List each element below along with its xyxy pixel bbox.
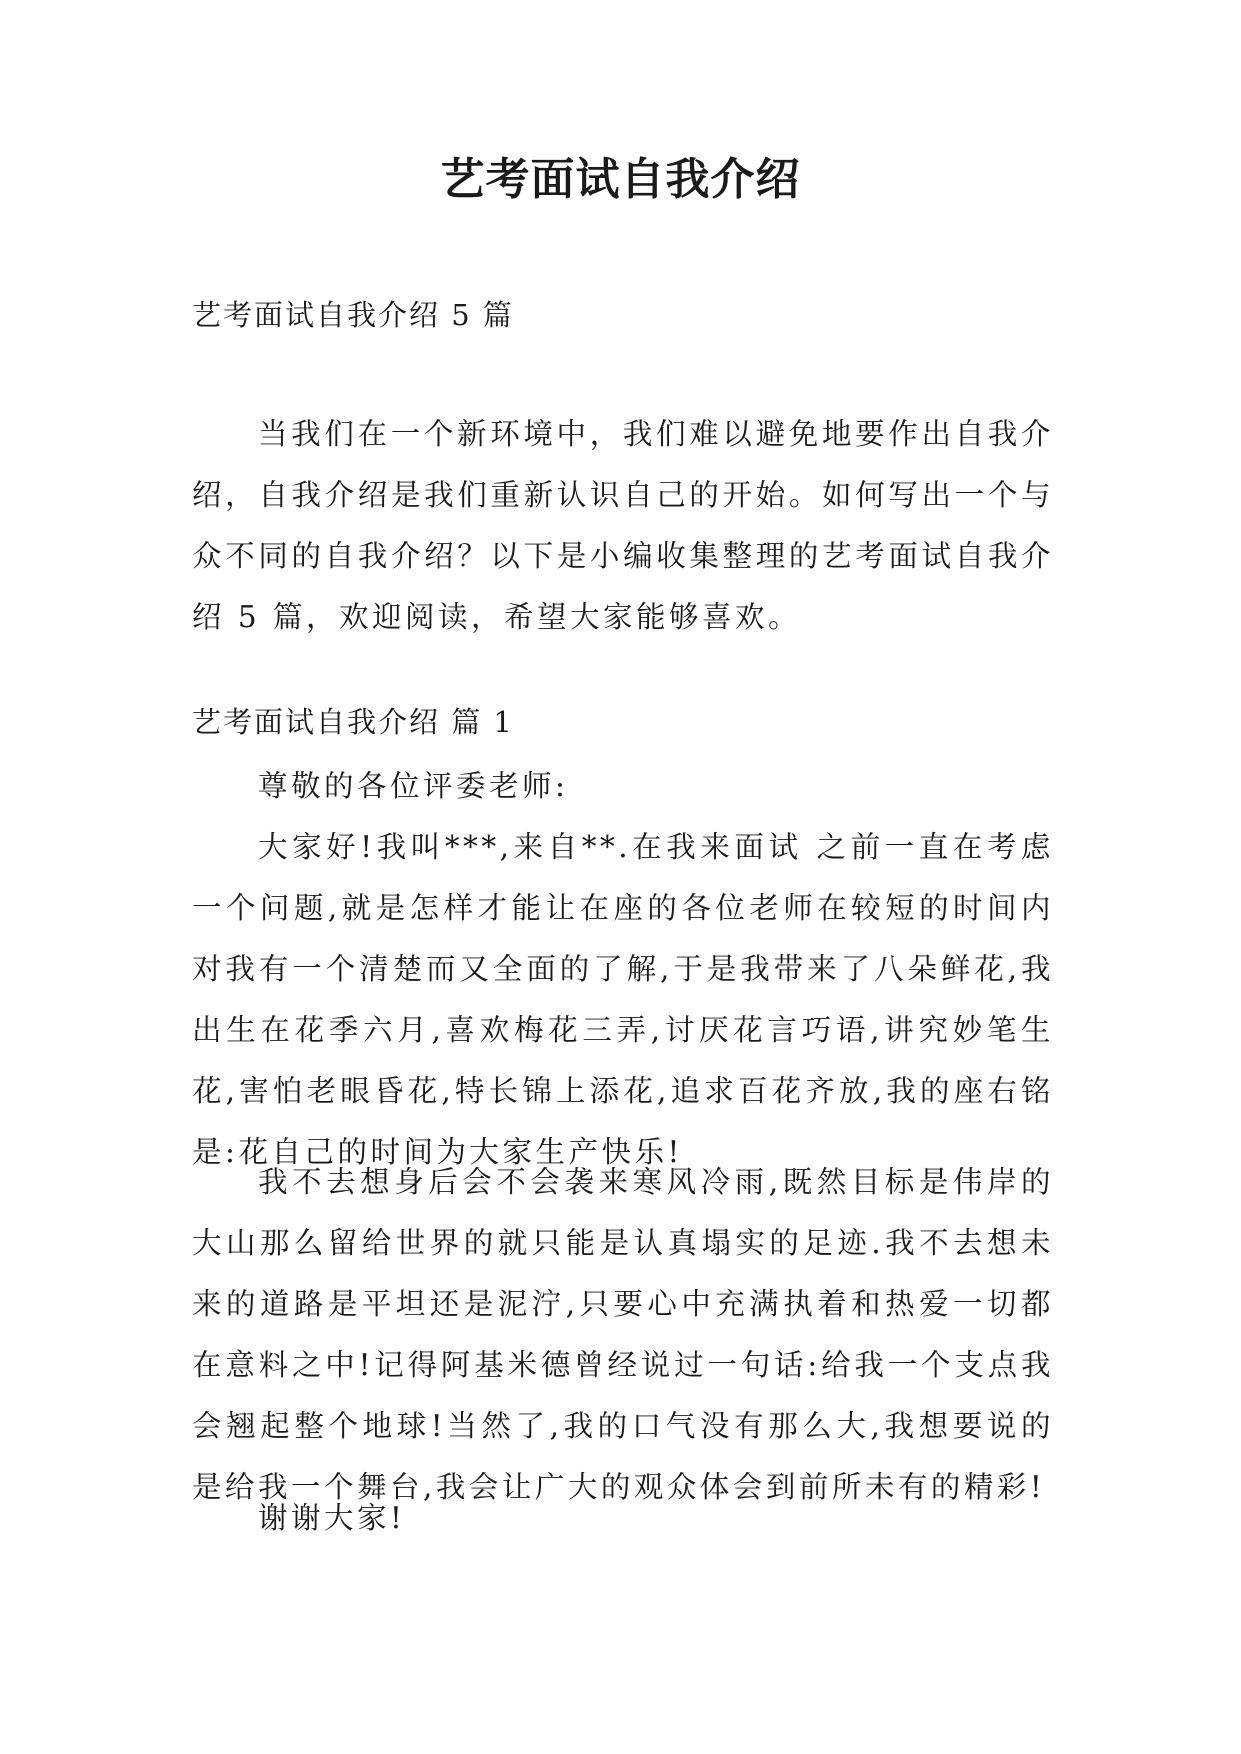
intro-paragraph: 当我们在一个新环境中，我们难以避免地要作出自我介绍，自我介绍是我们重新认识自己的开始。如何写出一个与众不同的自我介绍？以下是小编收集整理的艺考面试自我介绍 5 篇，欢迎阅读，希望大家能够喜欢。: [192, 417, 1054, 634]
body-paragraph: 我不去想身后会不会袭来寒风冷雨,既然目标是伟岸的大山那么留给世界的就只能是认真塌实的足迹.我不去想未来的道路是平坦还是泥泞,只要心中充满执着和热爱一切都在意料之中!记得阿基米德曾经说过一句话:给我一个支点我会翘起整个地球!当然了,我的口气没有那么大,我想要说的是给我一个舞台,我会让广大的观众体会到前所未有的精彩!: [192, 1165, 1054, 1504]
document-subtitle: 艺考面试自我介绍 5 篇: [192, 298, 514, 332]
salutation: 尊敬的各位评委老师:: [258, 769, 569, 803]
section-heading: 艺考面试自我介绍 篇 1: [192, 705, 514, 739]
closing-line: 谢谢大家!: [258, 1501, 406, 1535]
body-paragraph: 大家好!我叫***,来自**.在我来面试 之前一直在考虑一个问题,就是怎样才能让在座的各位老师在较短的时间内对我有一个清楚而又全面的了解,于是我带来了八朵鲜花,我出生在花季六月,喜欢梅花三弄,讨厌花言巧语,讲究妙笔生花,害怕老眼昏花,特长锦上添花,追求百花齐放,我的座右铭是:花自己的时间为大家生产快乐!: [192, 830, 1054, 1169]
document-title: 艺考面试自我介绍: [440, 154, 801, 205]
